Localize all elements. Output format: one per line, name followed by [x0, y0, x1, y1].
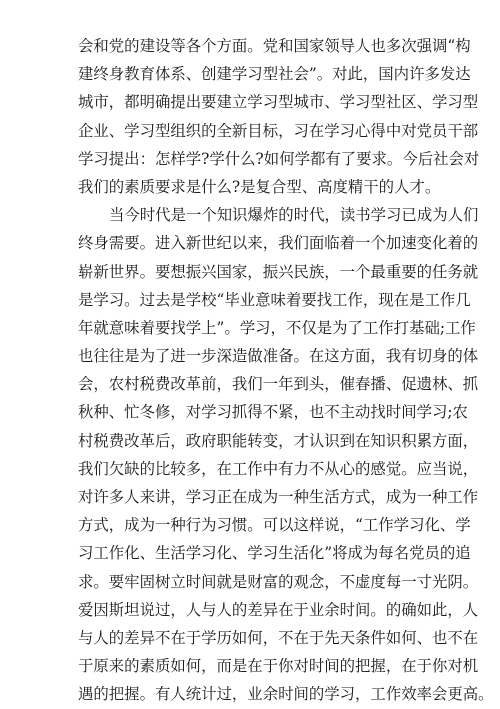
text-line: 会和党的建设等各个方面。党和国家领导人也多次强调“构: [78, 37, 471, 55]
text-line: 对许多人来讲，学习正在成为一种生活方式，成为一种工作: [78, 488, 479, 506]
text-line: 建终身教育体系、创建学习型社会”。对此，国内许多发达: [78, 65, 471, 84]
text-line: 于原来的素质如何，而是在于你对时间的把握，在于你对机: [78, 657, 479, 676]
text-line: 会，农村税费改革前，我们一年到头，催春播、促遗林、抓: [78, 375, 479, 394]
text-line: 我们的素质要求是什么?是复合型、高度精干的人才。: [78, 177, 441, 196]
text-line: 爱因斯坦说过，人与人的差异在于业余时间。的确如此，人: [78, 600, 479, 619]
text-line: 年就意味着要找学上”。学习，不仅是为了工作打基础;工作: [78, 318, 476, 337]
text-line: 我们欠缺的比较多，在工作中有力不从心的感觉。应当说，: [78, 459, 479, 478]
text-line: 习工作化、生活学习化、学习生活化”将成为每名党员的追: [78, 544, 471, 563]
text-line: 也往往是为了进一步深造做准备。在这方面，我有切身的体: [78, 347, 479, 366]
text-line: 与人的差异不在于学历如何，不在于先天条件如何、也不在: [78, 628, 479, 647]
text-line: 学习提出：怎样学?学什么?如何学都有了要求。今后社会对: [78, 149, 480, 168]
text-line: 城市，都明确提出要建立学习型城市、学习型社区、学习型: [78, 93, 479, 112]
text-line: 方式，成为一种行为习惯。可以这样说，“工作学习化、学: [78, 516, 471, 535]
text-line: 企业、学习型组织的全新目标，习在学习心得中对党员干部: [78, 121, 479, 140]
text-line: 村税费改革后，政府职能转变，才认识到在知识积累方面，: [78, 431, 479, 450]
text-line: 秋种、忙冬修，对学习抓得不紧，也不主动找时间学习;农: [78, 403, 468, 422]
text-line: 崭新世界。要想振兴国家，振兴民族，一个最重要的任务就: [78, 262, 479, 281]
text-line: 终身需要。进入新世纪以来，我们面临着一个加速变化着的: [78, 234, 479, 253]
text-line: 是学习。过去是学校“毕业意味着要找工作，现在是工作几: [78, 290, 471, 309]
text-line: 当今时代是一个知识爆炸的时代，读书学习已成为人们: [109, 206, 479, 225]
document-body: [78, 32, 494, 709]
text-line: 求。要牢固树立时间就是财富的观念，不虚度每一寸光阴。: [78, 572, 479, 591]
text-line: 遇的把握。有人统计过，业余时间的学习，工作效率会更高。: [78, 685, 494, 704]
